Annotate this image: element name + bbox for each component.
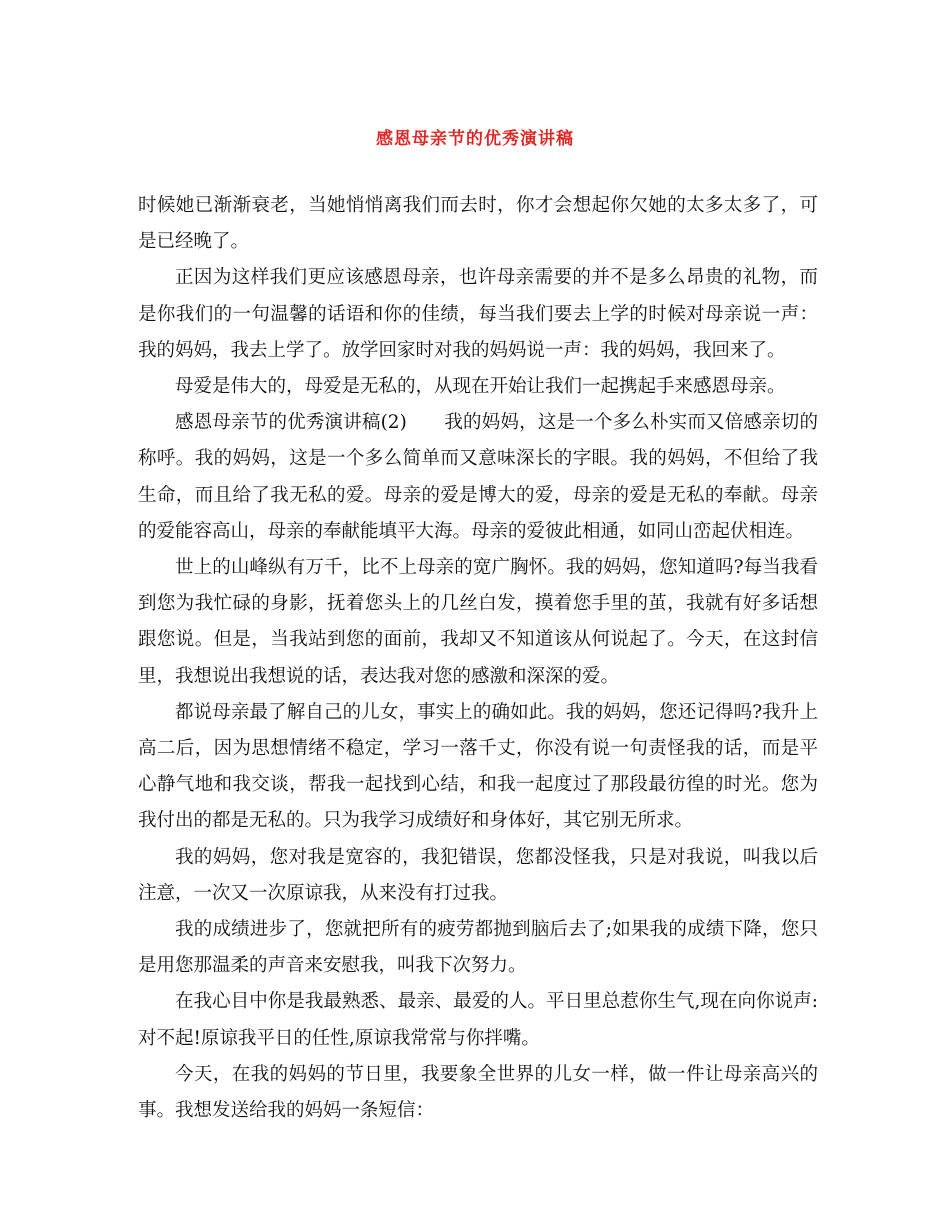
paragraph-1: 时候她已渐渐衰老，当她悄悄离我们而去时，你才会想起你欠她的太多太多了，可是已经晚了。 — [138, 195, 818, 253]
paragraph-9: 在我心目中你是我最熟悉、最亲、最爱的人。平日里总惹你生气,现在向你说声:对不起!原谅我平日的任性,原谅我常常与你拌嘴。 — [138, 991, 818, 1049]
document-title: 感恩母亲节的优秀演讲稿 — [376, 129, 574, 149]
paragraph-10: 今天，在我的妈妈的节日里，我要象全世界的儿女一样，做一件让母亲高兴的事。我想发送给我的妈妈一条短信： — [138, 1063, 818, 1122]
paragraph-6: 都说母亲最了解自己的儿女，事实上的确如此。我的妈妈，您还记得吗?我升上高二后，因为思想情绪不稳定，学习一落千丈，你没有说一句责怪我的话，而是平心静气地和我交谈，帮我一起找到心结，和我一起度过了那段最彷徨的时光。您为我付出的都是无私的。只为我学习成绩好和身体好，其它别无所求。 — [138, 701, 818, 832]
paragraph-3: 母爱是伟大的，母爱是无私的，从现在开始让我们一起携起手来感恩母亲。 — [175, 376, 786, 398]
paragraph-7: 我的妈妈，您对我是宽容的，我犯错误，您都没怪我，只是对我说，叫我以后注意，一次又一次原谅我，从来没有打过我。 — [138, 846, 818, 904]
paragraph-4: 感恩母亲节的优秀演讲稿(2) 我的妈妈，这是一个多么朴实而又倍感亲切的称呼。我的妈妈，这是一个多么简单而又意味深长的字眼。我的妈妈，不但给了我生命，而且给了我无私的爱。母亲的爱是博大的爱，母亲的爱是无私的奉献。母亲的爱能容高山，母亲的奉献能填平大海。母亲的爱彼此相通，如同山峦起伏相连。 — [138, 412, 818, 542]
paragraph-8: 我的成绩进步了，您就把所有的疲劳都抛到脑后去了;如果我的成绩下降，您只是用您那温柔的声音来安慰我，叫我下次努力。 — [138, 919, 818, 977]
paragraph-2: 正因为这样我们更应该感恩母亲，也许母亲需要的并不是多么昂贵的礼物，而是你我们的一句温馨的话语和你的佳绩，每当我们要去上学的时候对母亲说一声：我的妈妈，我去上学了。放学回家时对我的妈妈说一声：我的妈妈，我回来了。 — [138, 267, 818, 361]
document-body — [138, 188, 818, 1129]
paragraph-5: 世上的山峰纵有万千，比不上母亲的宽广胸怀。我的妈妈，您知道吗?每当我看到您为我忙碌的身影，抚着您头上的几丝白发，摸着您手里的茧，我就有好多话想跟您说。但是，当我站到您的面前，我却又不知道该从何说起了。今天，在这封信里，我想说出我想说的话，表达我对您的感激和深深的爱。 — [138, 557, 818, 687]
